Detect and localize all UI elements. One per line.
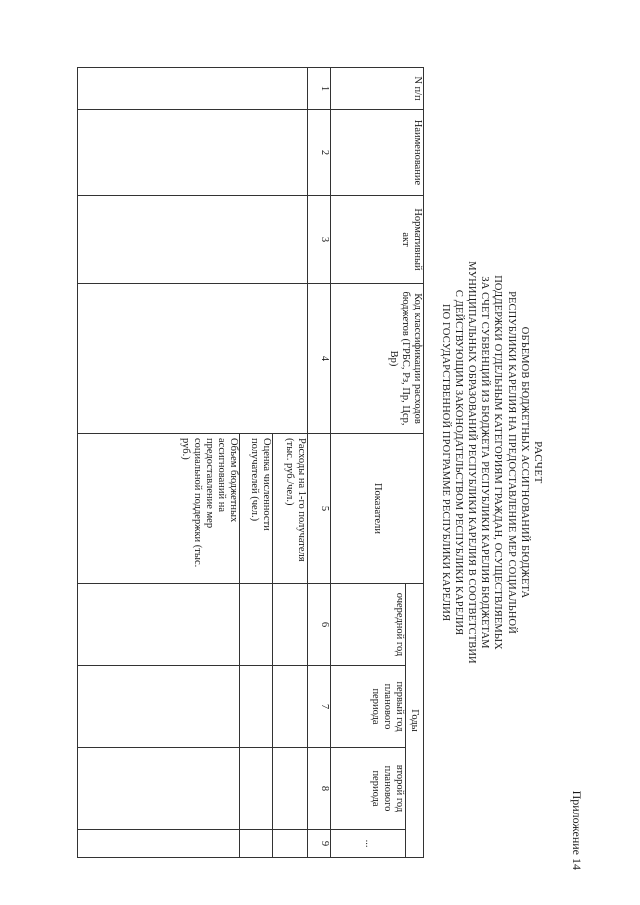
table-cell [78,830,240,858]
column-number-row [308,68,331,858]
column-number: 9 [308,830,331,858]
header-year-first: первый год планового периода [331,666,405,748]
column-number: 1 [308,68,331,110]
indicator-label: Оценка численности получателей (чел.) [240,434,273,584]
header-act: Нормативный акт [331,196,424,284]
column-number: 6 [308,584,331,666]
column-number: 2 [308,110,331,196]
table-cell [240,584,273,666]
title-line: РАСЧЕТ [532,441,544,484]
header-years: Годы [405,584,423,858]
column-number: 8 [308,748,331,830]
header-indicators: Показатели [331,434,424,584]
indicator-label: Объем бюджетных ассигнований на предоставление мер социальной поддержки (тыс. руб.) [78,434,240,584]
table-cell [272,666,307,748]
title-line: С ДЕЙСТВУЮЩИМ ЗАКОНОДАТЕЛЬСТВОМ РЕСПУБЛИКИ КАРЕЛИЯ [452,289,464,636]
title-line: ОБЪЕМОВ БЮДЖЕТНЫХ АССИГНОВАНИЙ БЮДЖЕТА [518,326,530,599]
header-row [405,68,423,858]
column-number: 3 [308,196,331,284]
table-cell [272,830,307,858]
column-number: 7 [308,666,331,748]
table-cell [240,666,273,748]
column-number: 4 [308,284,331,434]
header-code: Код классификации расходов бюджетов (ГРБС, Рз, Пр, Цср, Вр) [331,284,424,434]
title-line: МУНИЦИПАЛЬНЫХ ОБРАЗОВАНИЙ РЕСПУБЛИКИ КАРЕЛИЯ В СООТВЕТСТВИИ [465,261,477,664]
title-line: РЕСПУБЛИКИ КАРЕЛИЯ НА ПРЕДОСТАВЛЕНИЕ МЕР СОЦИАЛЬНОЙ [505,291,517,634]
title-line: ПОДДЕРЖКИ ОТДЕЛЬНЫМ КАТЕГОРИЯМ ГРАЖДАН, ОСУЩЕСТВЛЯЕМЫХ [492,275,504,650]
header-year-second: второй год планового периода [331,748,405,830]
table-cell [78,666,240,748]
table-row [272,68,307,858]
table-cell [240,748,273,830]
appendix-label: Приложение 14 [570,790,584,870]
calculation-table [77,67,424,858]
header-ellipsis: ... [331,830,405,858]
table-cell [240,830,273,858]
table-cell [272,584,307,666]
table-cell [78,68,308,110]
header-year-next: очередной год [331,584,405,666]
table-cell [78,748,240,830]
column-number: 5 [308,434,331,584]
document-title [438,150,544,775]
table-cell [272,748,307,830]
title-line: ЗА СЧЕТ СУБВЕНЦИЙ ИЗ БЮДЖЕТА РЕСПУБЛИКИ КАРЕЛИЯ БЮДЖЕТАМ [479,276,491,649]
table-cell [78,110,308,196]
header-num: N п/п [331,68,424,110]
indicator-label: Расходы на 1-го получателя (тыс. руб./чел.) [272,434,307,584]
title-line: ПО ГОСУДАРСТВЕННОЙ ПРОГРАММЕ РЕСПУБЛИКИ КАРЕЛИЯ [439,303,451,622]
table-cell [78,584,240,666]
table-cell [78,196,308,284]
header-name: Наименование [331,110,424,196]
table-cell [78,284,308,434]
